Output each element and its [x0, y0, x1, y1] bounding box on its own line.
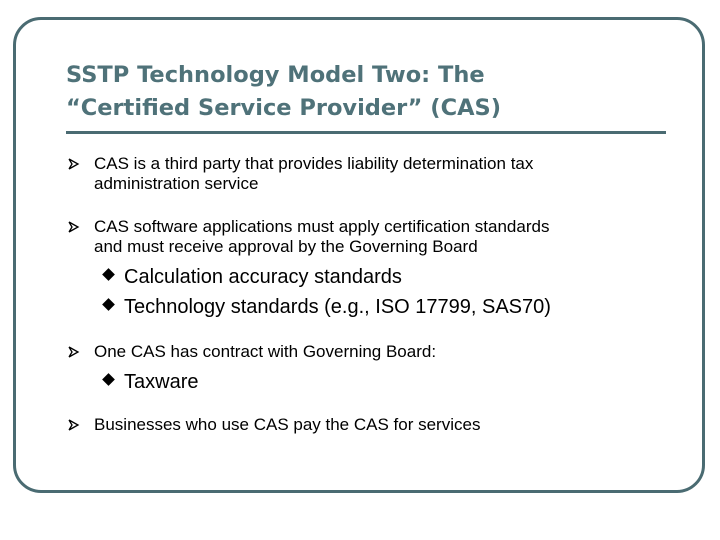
bullet-line: Businesses who use CAS pay the CAS for services: [94, 415, 481, 434]
bullet-line: CAS is a third party that provides liability determination tax: [94, 154, 534, 173]
bullet-line: CAS software applications must apply certification standards: [94, 217, 550, 236]
title-line-2: “Certified Service Provider” (CAS): [66, 95, 501, 121]
arrow-bullet-icon: [67, 415, 81, 435]
bullet-line: administration service: [94, 174, 259, 193]
bullet-text: [94, 154, 654, 194]
bullet-text: [94, 415, 654, 435]
arrow-bullet-icon: [67, 342, 81, 362]
bullet-text: [94, 342, 654, 362]
arrow-bullet-icon: [67, 154, 81, 174]
slide-title: [66, 59, 666, 125]
bullet-text: [94, 217, 654, 257]
sub-bullet-text: Calculation accuracy standards: [124, 266, 402, 288]
arrow-bullet-icon: [67, 217, 81, 237]
sub-bullet-text: Technology standards (e.g., ISO 17799, SAS70): [124, 296, 551, 318]
bullet-line: and must receive approval by the Governing Board: [94, 237, 478, 256]
sub-bullet-text: Taxware: [124, 371, 199, 393]
title-underline: [66, 131, 666, 134]
bullet-line: One CAS has contract with Governing Board:: [94, 342, 437, 361]
title-line-1: SSTP Technology Model Two: The: [66, 62, 485, 88]
